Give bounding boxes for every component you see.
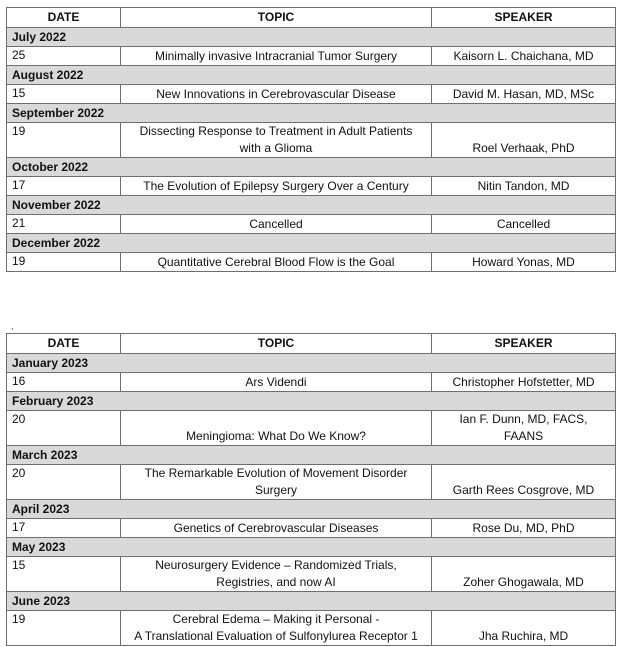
month-label: November 2022 <box>7 196 616 215</box>
schedule-table-2022 <box>6 7 616 272</box>
session-date: 19 <box>7 253 121 272</box>
topic-line: Neurosurgery Evidence – Randomized Trials, <box>155 558 397 572</box>
session-speaker: Roel Verhaak, PhD <box>432 123 616 158</box>
month-row <box>7 234 616 253</box>
month-label: January 2023 <box>7 354 616 373</box>
month-label: April 2023 <box>7 500 616 519</box>
speaker-header: SPEAKER <box>432 334 616 354</box>
month-label: October 2022 <box>7 158 616 177</box>
topic-line: Cerebral Edema – Making it Personal - <box>172 612 380 626</box>
speaker-line: FAANS <box>503 429 544 443</box>
month-row <box>7 196 616 215</box>
separator-mark: , <box>11 321 14 331</box>
session-date: 20 <box>7 411 121 446</box>
topic-line: with a Glioma <box>239 141 313 155</box>
session-row <box>7 253 616 272</box>
session-date: 19 <box>7 123 121 158</box>
session-row <box>7 411 616 446</box>
session-speaker: Zoher Ghogawala, MD <box>432 557 616 592</box>
session-row <box>7 611 616 646</box>
speaker-line: Ian F. Dunn, MD, FACS, <box>459 412 588 426</box>
session-date: 15 <box>7 557 121 592</box>
session-speaker: Cancelled <box>432 215 616 234</box>
month-row <box>7 392 616 411</box>
speaker-header: SPEAKER <box>432 8 616 28</box>
session-topic: Genetics of Cerebrovascular Diseases <box>121 519 432 538</box>
month-label: May 2023 <box>7 538 616 557</box>
session-speaker: Kaisorn L. Chaichana, MD <box>432 47 616 66</box>
month-row <box>7 538 616 557</box>
topic-line: Registries, and now AI <box>216 575 336 589</box>
session-speaker <box>432 411 616 446</box>
session-row <box>7 85 616 104</box>
session-topic: Meningioma: What Do We Know? <box>121 411 432 446</box>
session-topic: Quantitative Cerebral Blood Flow is the Goal <box>121 253 432 272</box>
session-speaker: Jha Ruchira, MD <box>432 611 616 646</box>
month-row <box>7 158 616 177</box>
session-date: 15 <box>7 85 121 104</box>
session-date: 17 <box>7 177 121 196</box>
session-row <box>7 215 616 234</box>
month-label: February 2023 <box>7 392 616 411</box>
session-row <box>7 373 616 392</box>
session-speaker: Garth Rees Cosgrove, MD <box>432 465 616 500</box>
topic-line: Dissecting Response to Treatment in Adult Patients <box>139 124 413 138</box>
session-date: 20 <box>7 465 121 500</box>
month-label: June 2023 <box>7 592 616 611</box>
session-topic: New Innovations in Cerebrovascular Disease <box>121 85 432 104</box>
session-topic: The Evolution of Epilepsy Surgery Over a Century <box>121 177 432 196</box>
topic-header: TOPIC <box>121 334 432 354</box>
session-speaker: David M. Hasan, MD, MSc <box>432 85 616 104</box>
topic-header: TOPIC <box>121 8 432 28</box>
session-topic: Ars Videndi <box>121 373 432 392</box>
month-row <box>7 66 616 85</box>
header-row <box>7 8 616 28</box>
session-date: 21 <box>7 215 121 234</box>
month-row <box>7 500 616 519</box>
topic-line: A Translational Evaluation of Sulfonylurea Receptor 1 <box>134 629 418 643</box>
month-row <box>7 104 616 123</box>
month-row <box>7 592 616 611</box>
session-speaker: Christopher Hofstetter, MD <box>432 373 616 392</box>
session-topic <box>121 611 432 646</box>
schedule-table-2023 <box>6 333 616 646</box>
session-speaker: Howard Yonas, MD <box>432 253 616 272</box>
session-date: 19 <box>7 611 121 646</box>
session-row <box>7 177 616 196</box>
session-date: 16 <box>7 373 121 392</box>
session-row <box>7 123 616 158</box>
topic-line: The Remarkable Evolution of Movement Disorder <box>144 466 408 480</box>
header-row <box>7 334 616 354</box>
session-topic: Cancelled <box>121 215 432 234</box>
month-label: September 2022 <box>7 104 616 123</box>
session-topic <box>121 465 432 500</box>
month-row <box>7 354 616 373</box>
session-row <box>7 47 616 66</box>
session-topic: Minimally invasive Intracranial Tumor Surgery <box>121 47 432 66</box>
session-date: 17 <box>7 519 121 538</box>
month-row <box>7 446 616 465</box>
month-label: August 2022 <box>7 66 616 85</box>
date-header: DATE <box>7 8 121 28</box>
session-row <box>7 519 616 538</box>
session-topic <box>121 557 432 592</box>
month-row <box>7 28 616 47</box>
session-row <box>7 557 616 592</box>
month-label: July 2022 <box>7 28 616 47</box>
session-topic <box>121 123 432 158</box>
topic-line: Surgery <box>254 483 298 497</box>
session-speaker: Nitin Tandon, MD <box>432 177 616 196</box>
month-label: March 2023 <box>7 446 616 465</box>
session-row <box>7 465 616 500</box>
month-label: December 2022 <box>7 234 616 253</box>
date-header: DATE <box>7 334 121 354</box>
session-date: 25 <box>7 47 121 66</box>
session-speaker: Rose Du, MD, PhD <box>432 519 616 538</box>
